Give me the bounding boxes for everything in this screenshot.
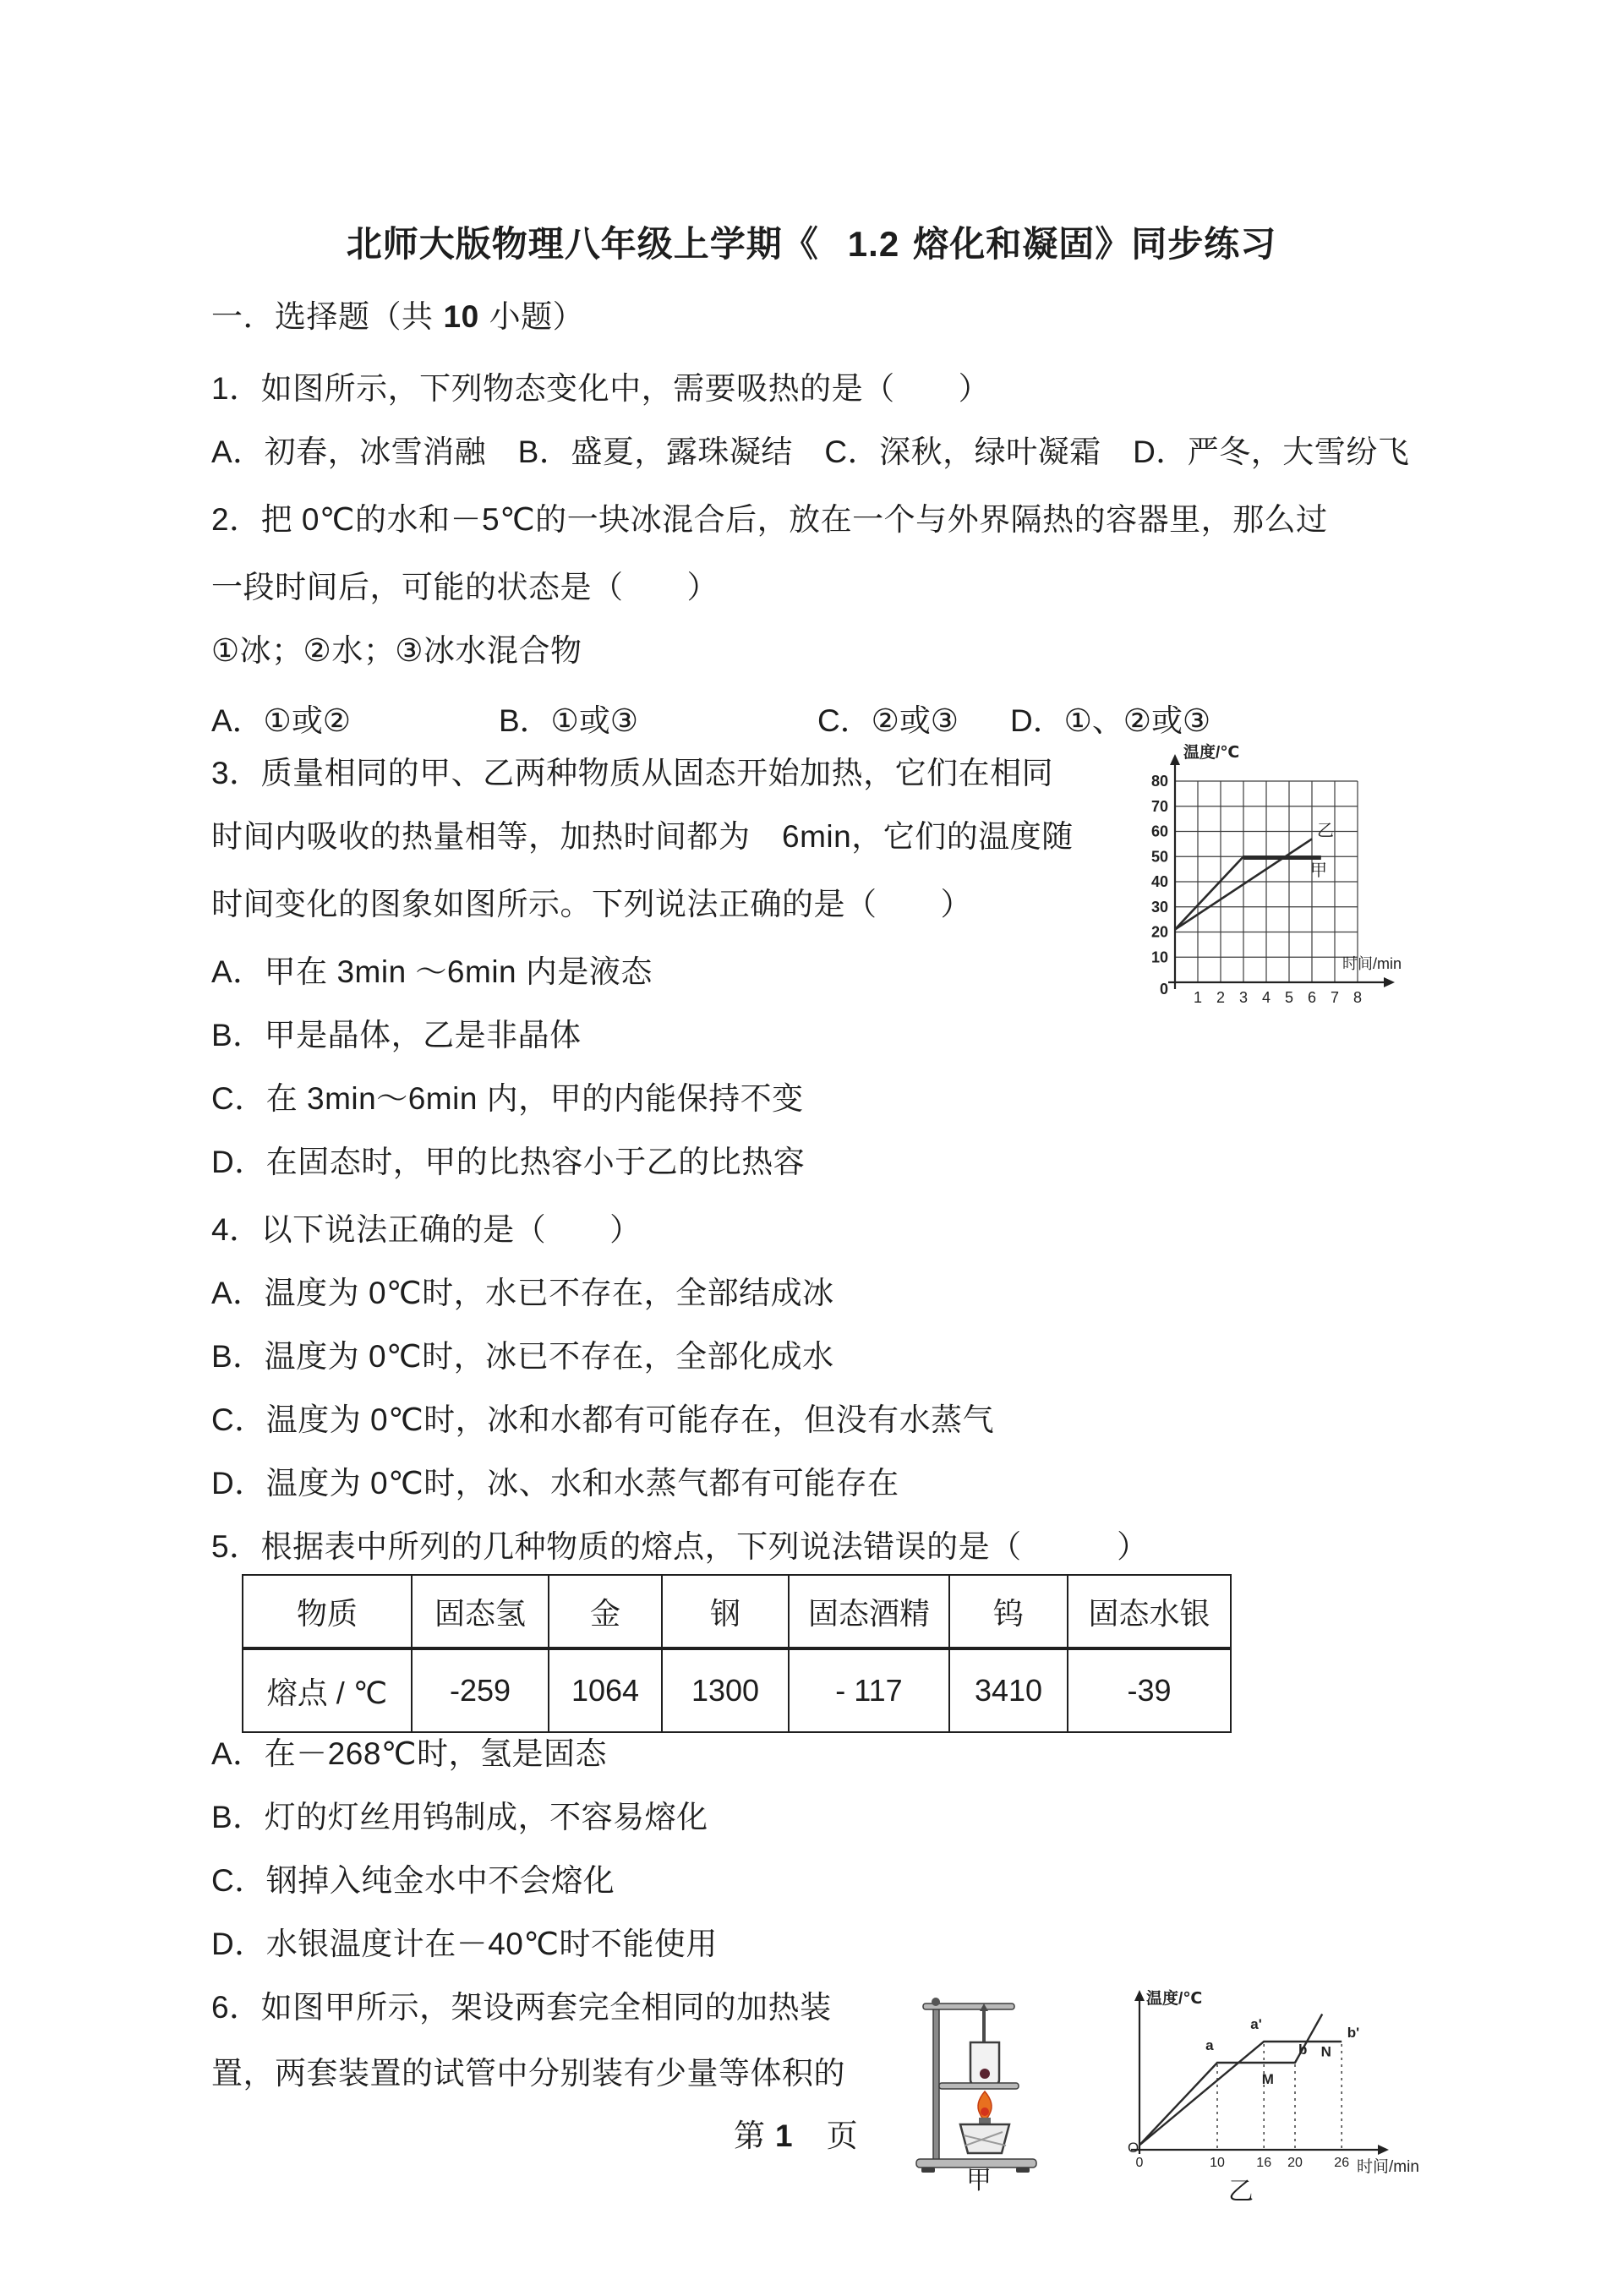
q5-option-d: D．水银温度计在－40℃时不能使用 [211, 1927, 718, 1961]
apparatus-figure-svg [911, 1993, 1046, 2192]
table-cell: 3410 [949, 1648, 1068, 1732]
table-cell: -39 [1068, 1648, 1231, 1732]
q3-option-c: C．在 3min～6min 内，甲的内能保持不变 [211, 1081, 804, 1116]
svg-text:甲: 甲 [1310, 861, 1327, 880]
footer-page-number: 1 [775, 2118, 795, 2153]
svg-text:时间/min: 时间/min [1357, 2158, 1419, 2176]
svg-text:温度/℃: 温度/℃ [1146, 1990, 1203, 2008]
svg-text:乙: 乙 [1317, 822, 1334, 840]
svg-text:40: 40 [1150, 873, 1168, 890]
table-value-row [243, 1648, 1231, 1732]
question-6-line1: 6．如图甲所示，架设两套完全相同的加热装 [211, 1990, 832, 2025]
svg-text:0: 0 [1135, 2156, 1144, 2170]
table-header-cell: 固态氢 [412, 1575, 549, 1648]
table-header-cell: 钨 [949, 1575, 1068, 1648]
svg-text:16: 16 [1256, 2156, 1272, 2170]
svg-text:1: 1 [1193, 989, 1203, 1006]
table-header-cell: 钢 [662, 1575, 789, 1648]
table-cell: -259 [412, 1648, 549, 1732]
question-1-options: A．初春，冰雪消融 B．盛夏，露珠凝结 C．深秋，绿叶凝霜 D．严冬，大雪纷飞 [211, 435, 1410, 469]
svg-text:10: 10 [1210, 2156, 1225, 2170]
question-2-items: ①冰；②水；③冰水混合物 [211, 633, 582, 668]
q4-option-b: B．温度为 0℃时，冰已不存在，全部化成水 [211, 1339, 834, 1374]
doc-title-suffix: 熔化和凝固》同步练习 [913, 226, 1277, 265]
q5-option-b: B．灯的灯丝用钨制成，不容易熔化 [211, 1800, 708, 1834]
footer-post: 页 [826, 2118, 860, 2153]
svg-text:5: 5 [1284, 989, 1294, 1006]
question-5-text: 5．根据表中所列的几种物质的熔点，下列说法错误的是（ ） [211, 1529, 1149, 1564]
question-2-line2: 一段时间后，可能的状态是（ ） [211, 570, 719, 604]
svg-text:乙: 乙 [1228, 2178, 1254, 2206]
svg-text:时间/min: 时间/min [1342, 955, 1402, 972]
table-header-cell: 金 [549, 1575, 662, 1648]
ring-clamp [939, 2083, 1019, 2089]
question-3-line1: 3．质量相同的甲、乙两种物质从固态开始加热，它们在相同 [211, 756, 1054, 790]
svg-text:7: 7 [1330, 989, 1340, 1006]
table-cell: - 117 [789, 1648, 949, 1732]
svg-text:8: 8 [1352, 989, 1363, 1006]
q5-option-a: A．在－268℃时，氢是固态 [211, 1736, 607, 1771]
svg-text:80: 80 [1150, 773, 1168, 790]
heating-curve-chart [1131, 729, 1423, 1012]
svg-text:a': a' [1250, 2016, 1262, 2032]
svg-text:10: 10 [1150, 948, 1168, 966]
table-header-cell: 固态酒精 [789, 1575, 949, 1648]
figure-jia-caption: 甲 [966, 2167, 992, 2192]
doc-title-number: 1.2 [847, 224, 900, 264]
svg-text:60: 60 [1150, 823, 1168, 840]
svg-text:20: 20 [1150, 923, 1168, 941]
table-cell: 1300 [662, 1648, 789, 1732]
svg-text:20: 20 [1287, 2156, 1303, 2170]
melting-chart [1114, 1985, 1431, 2217]
table-header-cell: 物质 [243, 1575, 412, 1648]
q3-option-a: A．甲在 3min ～6min 内是液态 [211, 954, 653, 989]
apparatus-figure [911, 1993, 1046, 2196]
svg-text:O: O [1128, 2140, 1139, 2156]
question-3-line3: 时间变化的图象如图所示。下列说法正确的是（ ） [211, 887, 972, 921]
question-4-text: 4．以下说法正确的是（ ） [211, 1212, 642, 1247]
section-heading-count: 10 [443, 299, 479, 334]
table-cell: 1064 [549, 1648, 662, 1732]
svg-text:M: M [1261, 2071, 1274, 2087]
q2-option-c: C．②或③ [817, 703, 959, 738]
melting-point-table [242, 1574, 1232, 1733]
doc-title-prefix: 北师大版物理八年级上学期《 [346, 226, 819, 265]
svg-text:4: 4 [1261, 989, 1271, 1006]
thermometer-bulb [980, 2069, 990, 2079]
base-foot-right [1016, 2168, 1030, 2173]
svg-text:26: 26 [1334, 2156, 1350, 2170]
svg-text:30: 30 [1150, 898, 1168, 916]
q3-option-b: B．甲是晶体，乙是非晶体 [211, 1018, 582, 1052]
section-heading-post: 小题） [489, 299, 585, 334]
q3-option-d: D．在固态时，甲的比热容小于乙的比热容 [211, 1145, 806, 1179]
svg-text:0: 0 [1159, 981, 1168, 998]
section-heading [211, 298, 584, 336]
svg-text:b: b [1298, 2042, 1308, 2058]
svg-text:温度/℃: 温度/℃ [1183, 744, 1240, 762]
table-header-row [243, 1575, 1231, 1648]
q4-option-c: C．温度为 0℃时，冰和水都有可能存在，但没有水蒸气 [211, 1402, 995, 1437]
question-2-line1: 2．把 0℃的水和－5℃的一块冰混合后，放在一个与外界隔热的容器里，那么过 [211, 502, 1328, 537]
page-footer [734, 2110, 860, 2156]
flame-core [981, 2107, 989, 2116]
svg-text:2: 2 [1216, 989, 1226, 1006]
melting-chart-svg [1114, 1985, 1431, 2213]
q5-option-c: C．钢掉入纯金水中不会熔化 [211, 1863, 615, 1898]
stand-rod [933, 2002, 939, 2162]
base-foot-left [921, 2168, 935, 2173]
question-6-line2: 置，两套装置的试管中分别装有少量等体积的 [211, 2056, 845, 2091]
svg-text:3: 3 [1238, 989, 1249, 1006]
doc-title [0, 216, 1623, 267]
section-heading-pre: 一．选择题（共 [211, 299, 434, 334]
footer-pre: 第 [734, 2118, 767, 2153]
question-3-line2: 时间内吸收的热量相等，加热时间都为 6min，它们的温度随 [211, 819, 1074, 854]
q2-option-d: D．①、②或③ [1010, 703, 1211, 738]
q4-option-d: D．温度为 0℃时，冰、水和水蒸气都有可能存在 [211, 1466, 899, 1501]
q4-option-a: A．温度为 0℃时，水已不存在，全部结成冰 [211, 1276, 834, 1310]
stand-knob [932, 1998, 940, 2006]
svg-text:N: N [1320, 2043, 1331, 2060]
svg-text:b': b' [1347, 2025, 1360, 2041]
q2-option-b: B．①或③ [499, 703, 639, 738]
table-header-cell: 固态水银 [1068, 1575, 1231, 1648]
svg-text:70: 70 [1150, 797, 1168, 815]
q2-option-a: A．①或② [211, 703, 352, 738]
question-1-text: 1．如图所示，下列物态变化中，需要吸热的是（ ） [211, 371, 991, 406]
svg-text:50: 50 [1150, 848, 1168, 866]
table-cell: 熔点 / ℃ [243, 1648, 412, 1732]
svg-text:6: 6 [1307, 989, 1317, 1006]
heating-curve-chart-svg [1131, 729, 1423, 1008]
svg-text:a: a [1205, 2037, 1214, 2053]
